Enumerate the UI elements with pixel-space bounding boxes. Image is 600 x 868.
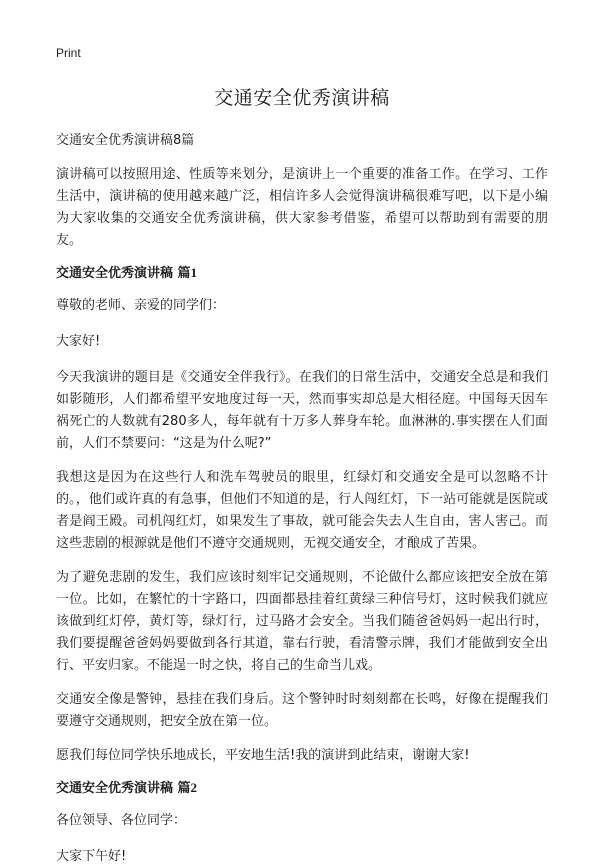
section-heading-text: 交通安全优秀演讲稿 篇 (56, 781, 191, 796)
section-heading-2 (56, 779, 548, 798)
page-title: 交通安全优秀演讲稿 (214, 87, 390, 109)
body-paragraph: 今天我演讲的题目是《交通安全伴我行》。在我们的日常生活中，交通安全总是和我们如影随形，人们都希望平安地度过每一天，然而事实却总是大相径庭。中国每天因车祸死亡的人数就有280多人，每年就有十万多人葬身车轮。血淋淋的.事实摆在人们面前，人们不禁要问：“这是为什么呢?” (56, 370, 548, 451)
body-paragraph: 我想这是因为在这些行人和洗车驾驶员的眼里，红绿灯和交通安全是可以忽略不计的。，他们或许真的有急事，但他们不知道的是，行人闯红灯，下一站可能就是医院或者是阎王殿。司机闯红灯，如果发生了事故，就可能会失去人生自由，害人害己。而这些悲剧的根源就是他们不遵守交通规则，无视交通安全，才酿成了苦果。 (56, 470, 548, 551)
greeting-paragraph: 尊敬的老师、亲爱的同学们： (56, 298, 226, 313)
greeting-paragraph: 各位领导、各位同学： (56, 813, 187, 828)
section-heading-number: 2 (190, 780, 198, 795)
section-heading-text: 交通安全优秀演讲稿 篇 (56, 266, 191, 281)
intro-paragraph: 演讲稿可以按照用途、性质等来划分，是演讲上一个重要的准备工作。在学习、工作生活中，演讲稿的使用越来越广泛，相信许多人会觉得演讲稿很难写吧，以下是小编为大家收集的交通安全优秀演讲稿，供大家参考借鉴，希望可以帮助到有需要的朋友。 (56, 167, 548, 248)
section-heading-1 (56, 264, 548, 283)
print-link[interactable]: Print (56, 46, 81, 60)
body-paragraph: 为了避免悲剧的发生，我们应该时刻牢记交通规则，不论做什么都应该把安全放在第一位。比如，在繁忙的十字路口，四面都悬挂着红黄绿三种信号灯，这时候我们就应该做到红灯停，黄灯等，绿灯行，过马路才会安全。当我们随爸爸妈妈一起出行时，我们要提醒爸爸妈妈要做到各行其道，靠右行驶，看清警示牌，我们才能做到安全出行、平安归家。不能逞一时之快，将自己的生命当儿戏。 (56, 570, 548, 673)
section-heading-number: 1 (190, 265, 198, 280)
hello-paragraph: 大家下午好! (56, 849, 127, 864)
body-paragraph: 愿我们每位同学快乐地成长，平安地生活!我的演讲到此结束，谢谢大家! (56, 748, 470, 763)
document-subtitle: 交通安全优秀演讲稿8篇 (56, 133, 195, 148)
hello-paragraph: 大家好! (56, 334, 101, 349)
body-paragraph: 交通安全像是警钟，悬挂在我们身后。这个警钟时时刻刻都在长鸣，好像在提醒我们要遵守交通规则，把安全放在第一位。 (56, 692, 548, 729)
